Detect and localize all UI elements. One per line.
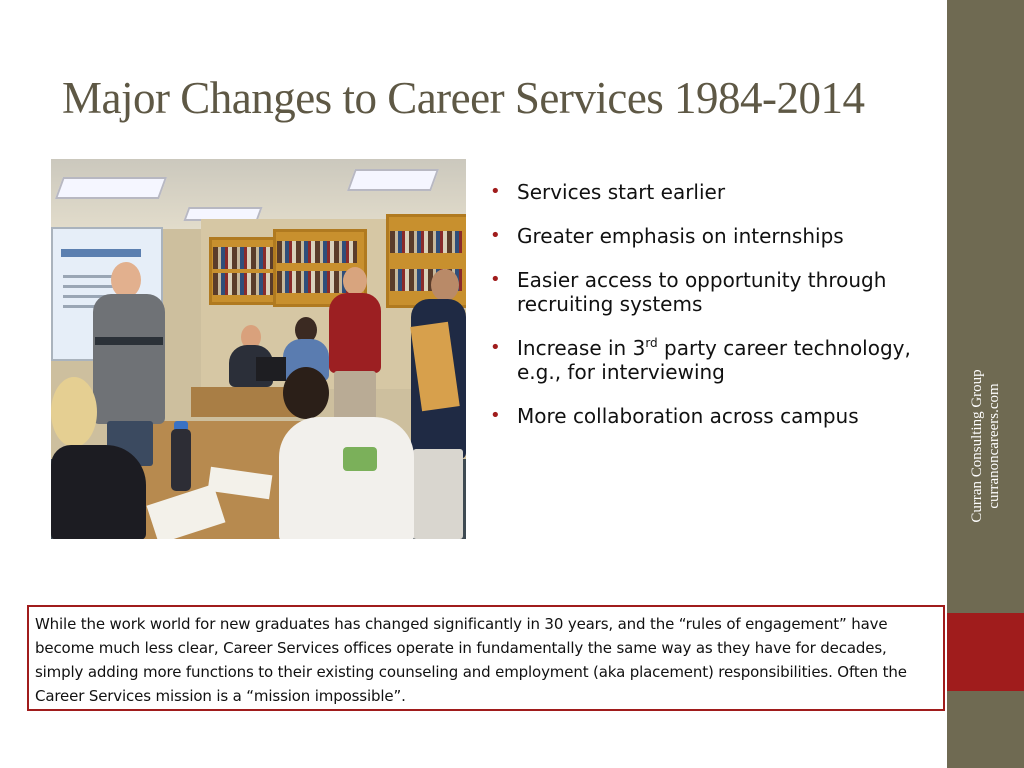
sidebar-branding [969,369,1003,522]
bullet-internships: • Greater emphasis on internships [490,224,930,248]
right-accent-block [947,613,1024,691]
photo-ceiling-light [347,169,439,191]
photo-books [390,231,462,253]
photo-person-black-top [51,445,146,539]
photo-person-white-pants [413,449,463,539]
photo-person-head [343,267,367,295]
bullet-superscript: rd [645,336,658,350]
company-website: curranoncareers.com [986,383,1002,509]
photo-ceiling-light [55,177,167,199]
photo-computer-monitor [256,357,286,381]
bullet-list [490,180,930,448]
bullet-text-start: Increase in 3 [517,336,646,360]
bullet-recruiting-systems: • Easier access to opportunity through recruiting systems [490,268,930,316]
career-office-photo [51,159,466,539]
photo-books [277,241,357,263]
photo-books [213,273,275,295]
photo-sweater-stripe [95,337,163,345]
bullet-services-start-earlier: • Services start earlier [490,180,930,204]
company-name: Curran Consulting Group [969,369,985,523]
photo-person-white-tee [279,417,414,539]
photo-person-head [283,367,329,419]
slide-title: Major Changes to Career Services 1984-2014 [62,73,865,123]
bullet-collaboration: • More collaboration across campus [490,404,930,428]
photo-tee-graphic [343,447,377,471]
photo-screen-bar [61,249,141,257]
bullet-third-party-technology [490,336,930,384]
photo-books [213,247,275,269]
photo-person-head [51,377,97,447]
summary-note: While the work world for new graduates has changed significantly in 30 years, and the “rules of engagement” have become much less clear, Career Services offices operate in fundamentally the same way as they have for decades, simply adding more functions to their existing counseling and employment (aka placement) responsibilities. Often the Career Services mission is a “mission impossible”. [27,605,945,711]
photo-person-red-shirt [329,293,381,373]
photo-person-head [431,269,459,301]
photo-person-head [111,262,141,298]
photo-water-bottle [171,429,191,491]
photo-person-standing [93,294,165,424]
bullet-text-end: party career technology, e.g., for interviewing [517,336,911,384]
